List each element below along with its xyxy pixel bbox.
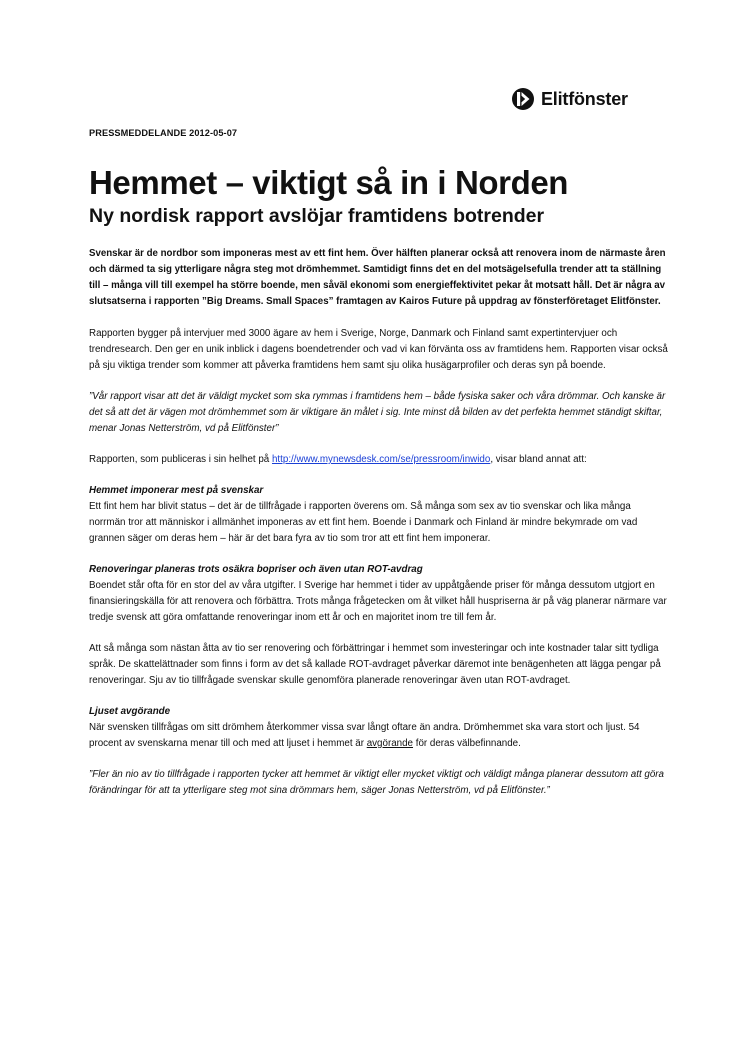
brand-name: Elitfönster	[541, 88, 628, 109]
link-paragraph-after: , visar bland annat att:	[490, 454, 587, 465]
page-title: Hemmet – viktigt så in i Norden	[89, 164, 569, 201]
link-paragraph	[89, 452, 669, 468]
section-renovation	[89, 562, 669, 626]
section-heading: Renoveringar planeras trots osäkra bopriser och även utan ROT-avdrag	[89, 564, 423, 575]
article-body	[89, 246, 669, 814]
elitfonster-logo-icon	[511, 87, 535, 111]
section-text: Boendet står ofta för en stor del av våra utgifter. I Sverige har hemmet i tider av uppåtgående priser för många dessutom utgjort en finansieringskälla för att renovera och förbättra. Trots många frågetecken om åt vilket håll huspriserna är på väg planerar närmare var tredje svensk att göra omfattande renoveringar inom ett år och en majoritet inom tre till fem år.	[89, 580, 667, 623]
section-text-before: När svensken tillfrågas om sitt drömhem återkommer vissa svar långt oftare än andra. Drömhemmet ska vara stort och ljust. 54 procent av svenskarna menar till och med att ljuset i hemmet är	[89, 722, 640, 749]
section-renovation-continued: Att så många som nästan åtta av tio ser renovering och förbättringar i hemmet som investeringar och inte kostnader talar sitt tydliga språk. De skattelättnader som finns i form av det så kallade ROT-avdraget påverkar däremot inte benägenheten att lägga pengar på renoveringar. Sju av tio tillfrågade svenskar skulle genomföra planerade renoveringar även utan ROT-avdraget.	[89, 643, 661, 686]
lead-paragraph: Svenskar är de nordbor som imponeras mest av ett fint hem. Över hälften planerar också att renovera inom de närmaste åren och därmed ta sig ytterligare några steg mot drömhemmet. Samtidigt finns det en del motsägelsefulla trender att ta ställning till – många vill till exempel ha större boende, men såväl ekonomi som energieffektivitet pekar åt motsatt håll. Det är några av slutsatserna i rapporten ”Big Dreams. Small Spaces” framtagen av Kairos Future på uppdrag av fönsterföretaget Elitfönster.	[89, 248, 666, 307]
section-impressed	[89, 483, 669, 547]
link-paragraph-before: Rapporten, som publiceras i sin helhet på	[89, 454, 272, 465]
brand-logo	[511, 86, 628, 112]
section-text: Ett fint hem har blivit status – det är de tillfrågade i rapporten överens om. Så många som sex av tio svenskar och lika många norrmän tror att människor i allmänhet imponeras av ett fint hem. Boende i Danmark och Finland är mindre bekymrade om vad grannen säger om deras hem – här är det bara fyra av tio som tror att ett fint hem imponerar.	[89, 501, 638, 544]
intro-paragraph: Rapporten bygger på intervjuer med 3000 ägare av hem i Sverige, Norge, Danmark och Finland samt expertintervjuer och trendresearch. Den ger en unik inblick i dagens boendetrender och vad vi kan förvänta oss av framtidens hem. Rapporten visar också på sju viktiga trender som kommer att påverka framtidens hem samt sju olika husägarprofiler och deras syn på boende.	[89, 328, 668, 371]
quote-paragraph: ”Vår rapport visar att det är väldigt mycket som ska rymmas i framtidens hem – både fysiska saker och våra drömmar. Och kanske är det så att det är vägen mot drömhemmet som är viktigare än målet i sig. Inte minst då bilden av det perfekta hemmet ständigt skiftar, menar Jonas Netterström, vd på Elitfönster”	[89, 391, 666, 434]
section-text-after: för deras välbefinnande.	[413, 738, 521, 749]
section-heading: Ljuset avgörande	[89, 706, 171, 717]
underlined-word: avgörande	[366, 738, 414, 749]
page-subtitle: Ny nordisk rapport avslöjar framtidens botrender	[89, 205, 545, 227]
section-light	[89, 704, 669, 752]
report-link[interactable]: http://www.mynewsdesk.com/se/pressroom/inwido	[271, 454, 491, 465]
press-release-dateline: PRESSMEDDELANDE 2012-05-07	[89, 128, 238, 138]
closing-quote: ”Fler än nio av tio tillfrågade i rapporten tycker att hemmet är viktigt eller mycket viktigt och väldigt många planerar dessutom att göra förändringar för att ta ytterligare steg mot sina drömmars hem, säger Jonas Netterström, vd på Elitfönster.”	[89, 769, 665, 796]
section-heading: Hemmet imponerar mest på svenskar	[89, 485, 264, 496]
